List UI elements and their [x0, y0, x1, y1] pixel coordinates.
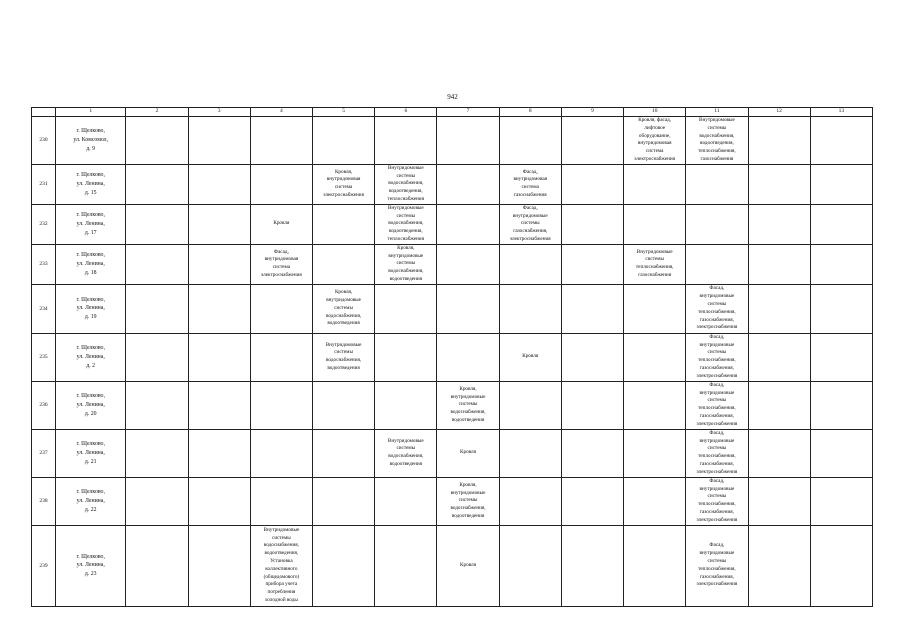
work-type-cell — [561, 117, 623, 165]
work-type-cell — [188, 204, 250, 244]
header-cell: 4 — [250, 108, 312, 117]
work-type-cell — [561, 525, 623, 606]
work-type-cell — [561, 284, 623, 333]
work-type-cell — [312, 244, 374, 284]
header-cell-rownum — [32, 108, 56, 117]
cell-text: Внутридомовые системы водоснабжения, водоотведения, Установка коллективного (общедомового) прибора учета потребления холодной воды — [263, 526, 300, 603]
work-type-cell — [561, 204, 623, 244]
header-cell: 12 — [748, 108, 810, 117]
work-type-cell — [250, 525, 312, 606]
page-number: 942 — [447, 93, 458, 101]
work-type-cell — [375, 381, 437, 429]
table-row — [32, 244, 873, 284]
address-cell — [56, 284, 126, 333]
work-type-cell — [375, 204, 437, 244]
work-type-cell — [126, 381, 188, 429]
work-type-cell — [561, 333, 623, 381]
header-cell: 9 — [561, 108, 623, 117]
work-type-cell — [686, 284, 748, 333]
work-type-cell — [375, 333, 437, 381]
work-type-cell — [686, 477, 748, 525]
work-type-cell — [375, 525, 437, 606]
work-type-cell — [312, 284, 374, 333]
address-cell — [56, 117, 126, 165]
work-type-cell — [250, 244, 312, 284]
row-number-cell: 231 — [32, 164, 56, 204]
table-row — [32, 381, 873, 429]
work-type-cell — [624, 244, 686, 284]
cell-text: Кровля — [460, 449, 477, 456]
work-type-cell — [624, 164, 686, 204]
work-type-cell — [437, 244, 499, 284]
work-type-cell — [561, 244, 623, 284]
work-type-cell — [499, 381, 561, 429]
header-cell: 3 — [188, 108, 250, 117]
work-type-cell — [748, 204, 810, 244]
work-type-cell — [686, 333, 748, 381]
cell-text: г. Щелково, ул. Ленина, д. 20 — [76, 393, 105, 417]
cell-text: Кровля, внутридомовые системы водоснабжения, водоотведения — [450, 481, 486, 519]
work-type-cell — [312, 117, 374, 165]
work-type-cell — [810, 525, 872, 606]
table-row — [32, 525, 873, 606]
cell-text: г. Щелково, ул. Ленина, д. 23 — [76, 553, 105, 578]
row-number-cell: 239 — [32, 525, 56, 606]
cell-text: г. Щелково, ул. Ленина, д. 2 — [76, 345, 105, 369]
work-type-cell — [748, 117, 810, 165]
work-type-cell — [624, 333, 686, 381]
work-type-cell — [499, 284, 561, 333]
work-type-cell — [810, 477, 872, 525]
cell-text: Фасад, внутридомовые системы теплоснабжения, газоснабжения, электроснабжения — [696, 381, 738, 427]
work-type-cell — [810, 429, 872, 477]
header-cell: 6 — [375, 108, 437, 117]
work-type-cell — [748, 477, 810, 525]
table-row — [32, 204, 873, 244]
work-type-cell — [126, 333, 188, 381]
work-type-cell — [686, 525, 748, 606]
work-type-cell — [250, 477, 312, 525]
table-header-row — [32, 108, 873, 117]
work-type-cell — [561, 164, 623, 204]
work-type-cell — [686, 381, 748, 429]
cell-text: Кровля, фасад, лифтовое оборудование, внутридомовая система электроснабжения — [634, 117, 676, 162]
work-type-cell — [188, 477, 250, 525]
header-cell: 13 — [810, 108, 872, 117]
row-number-cell: 232 — [32, 204, 56, 244]
work-type-cell — [748, 284, 810, 333]
cell-text: Фасад, внутридомовые системы теплоснабжения, газоснабжения, электроснабжения — [696, 477, 738, 523]
table-row — [32, 117, 873, 165]
work-type-cell — [250, 164, 312, 204]
work-type-cell — [126, 117, 188, 165]
work-type-cell — [188, 381, 250, 429]
cell-text: Кровля — [460, 561, 477, 568]
work-type-cell — [250, 204, 312, 244]
work-type-cell — [748, 333, 810, 381]
header-cell: 11 — [686, 108, 748, 117]
cell-text: Фасад, внутридомовые системы газоснабжения, электроснабжения — [509, 204, 551, 242]
work-type-cell — [624, 477, 686, 525]
work-type-cell — [126, 284, 188, 333]
table-row — [32, 477, 873, 525]
work-type-cell — [126, 164, 188, 204]
work-type-cell — [375, 164, 437, 204]
header-cell: 7 — [437, 108, 499, 117]
cell-text: г. Щелково, ул. Ленина, д. 15 — [76, 172, 105, 196]
work-type-cell — [437, 164, 499, 204]
cell-text: Кровля, внутридомовая система электроснабжения — [323, 168, 364, 199]
work-type-cell — [312, 164, 374, 204]
work-type-cell — [126, 525, 188, 606]
cell-text: г. Щелково, ул. Ленина, д. 21 — [76, 441, 105, 465]
cell-text: г. Щелково, ул. Ленина, д. 19 — [76, 296, 105, 321]
work-type-cell — [624, 429, 686, 477]
work-type-cell — [375, 477, 437, 525]
cell-text: Внутридомовые системы водоснабжения, водоотведения, теплоснабжения, газоснабжения — [698, 117, 736, 162]
address-cell — [56, 333, 126, 381]
table-row — [32, 429, 873, 477]
work-type-cell — [250, 117, 312, 165]
address-cell — [56, 204, 126, 244]
work-type-cell — [810, 204, 872, 244]
work-type-cell — [624, 117, 686, 165]
cell-text: Фасад, внутридомовые системы теплоснабжения, газоснабжения, электроснабжения — [696, 429, 738, 475]
work-type-cell — [437, 204, 499, 244]
work-type-cell — [686, 117, 748, 165]
cell-text: Фасад, внутридомовая система электроснабжения — [260, 248, 302, 279]
work-type-cell — [437, 381, 499, 429]
row-number-cell: 230 — [32, 117, 56, 165]
work-type-cell — [499, 525, 561, 606]
work-type-cell — [312, 333, 374, 381]
work-type-cell — [624, 284, 686, 333]
work-type-cell — [561, 381, 623, 429]
work-type-cell — [437, 333, 499, 381]
work-type-cell — [375, 244, 437, 284]
row-number-cell: 237 — [32, 429, 56, 477]
header-cell: 1 — [56, 108, 126, 117]
work-type-cell — [126, 204, 188, 244]
work-type-cell — [499, 244, 561, 284]
table-row — [32, 164, 873, 204]
work-type-cell — [810, 117, 872, 165]
work-type-cell — [188, 525, 250, 606]
address-cell — [56, 381, 126, 429]
work-type-cell — [312, 525, 374, 606]
cell-text: Фасад, внутридомовая система газоснабжения — [513, 168, 548, 199]
work-type-cell — [188, 164, 250, 204]
work-type-cell — [686, 204, 748, 244]
work-type-cell — [499, 429, 561, 477]
cell-text: Кровля, внутридомовые системы водоснабжения, водоотведения — [388, 244, 424, 282]
work-type-cell — [437, 525, 499, 606]
address-cell — [56, 429, 126, 477]
work-type-cell — [312, 381, 374, 429]
work-type-cell — [126, 429, 188, 477]
work-type-cell — [312, 204, 374, 244]
work-type-cell — [437, 429, 499, 477]
cell-text: Кровля — [522, 353, 539, 360]
cell-text: г. Щелково, ул. Ленина, д. 22 — [76, 489, 105, 513]
work-type-cell — [499, 477, 561, 525]
cell-text: Фасад, внутридомовые системы теплоснабжения, газоснабжения, электроснабжения — [696, 333, 738, 379]
work-type-cell — [250, 381, 312, 429]
work-type-cell — [810, 164, 872, 204]
cell-text: Внутридомовые системы водоснабжения, водоотведения, теплоснабжения — [387, 164, 424, 202]
cell-text: Фасад, внутридомовые системы теплоснабжения, газоснабжения, электроснабжения — [696, 285, 738, 331]
work-type-cell — [250, 429, 312, 477]
row-number-cell: 234 — [32, 284, 56, 333]
cell-text: Внутридомовые системы водоснабжения, водоотведения — [325, 341, 362, 372]
work-type-cell — [375, 429, 437, 477]
work-type-cell — [810, 333, 872, 381]
table-row — [32, 333, 873, 381]
address-cell — [56, 477, 126, 525]
address-cell — [56, 164, 126, 204]
row-number-cell: 238 — [32, 477, 56, 525]
work-type-cell — [375, 284, 437, 333]
header-cell: 8 — [499, 108, 561, 117]
row-number-cell: 233 — [32, 244, 56, 284]
cell-text: Внутридомовые системы водоснабжения, водоотведения, теплоснабжения — [387, 204, 424, 242]
work-type-cell — [437, 284, 499, 333]
cell-text: г. Щелково, ул. Ленина, д. 18 — [76, 252, 105, 276]
work-type-cell — [312, 477, 374, 525]
work-type-cell — [561, 429, 623, 477]
work-type-cell — [686, 244, 748, 284]
work-type-cell — [810, 381, 872, 429]
work-type-cell — [748, 164, 810, 204]
cell-text: Кровля, внутридомовые системы водоснабжения, водоотведения — [450, 385, 486, 423]
work-type-cell — [748, 429, 810, 477]
work-type-cell — [188, 284, 250, 333]
work-type-cell — [624, 204, 686, 244]
work-type-cell — [126, 244, 188, 284]
work-type-cell — [686, 164, 748, 204]
work-type-cell — [312, 429, 374, 477]
work-type-cell — [748, 381, 810, 429]
work-type-cell — [126, 477, 188, 525]
work-type-cell — [188, 117, 250, 165]
work-type-cell — [188, 429, 250, 477]
work-type-cell — [624, 525, 686, 606]
cell-text: Кровля — [273, 220, 290, 227]
work-type-cell — [188, 244, 250, 284]
address-cell — [56, 525, 126, 606]
work-type-cell — [810, 244, 872, 284]
cell-text: г. Щелково, ул. Ленина, д. 17 — [76, 212, 105, 236]
table-row — [32, 284, 873, 333]
repair-schedule-table — [31, 107, 873, 607]
work-type-cell — [748, 525, 810, 606]
work-type-cell — [499, 117, 561, 165]
work-type-cell — [686, 429, 748, 477]
work-type-cell — [624, 381, 686, 429]
work-type-cell — [748, 244, 810, 284]
work-type-cell — [499, 333, 561, 381]
cell-text: Фасад, внутридомовые системы теплоснабжения, газоснабжения, электроснабжения — [696, 542, 738, 588]
header-cell: 5 — [312, 108, 374, 117]
header-cell: 10 — [624, 108, 686, 117]
work-type-cell — [561, 477, 623, 525]
cell-text: Внутридомовые системы теплоснабжения, газоснабжения — [635, 248, 674, 279]
header-cell: 2 — [126, 108, 188, 117]
work-type-cell — [437, 477, 499, 525]
row-number-cell: 235 — [32, 333, 56, 381]
work-type-cell — [188, 333, 250, 381]
row-number-cell: 236 — [32, 381, 56, 429]
cell-text: Кровля, внутридомовые системы водоснабжения, водоотведения — [326, 289, 362, 327]
work-type-cell — [250, 284, 312, 333]
work-type-cell — [499, 204, 561, 244]
work-type-cell — [375, 117, 437, 165]
work-type-cell — [250, 333, 312, 381]
cell-text: Внутридомовые системы водоснабжения, водоотведения — [387, 437, 424, 468]
work-type-cell — [499, 164, 561, 204]
address-cell — [56, 244, 126, 284]
work-type-cell — [810, 284, 872, 333]
cell-text: г. Щелково, ул. Комсомол, д. 9 — [73, 128, 109, 152]
work-type-cell — [437, 117, 499, 165]
